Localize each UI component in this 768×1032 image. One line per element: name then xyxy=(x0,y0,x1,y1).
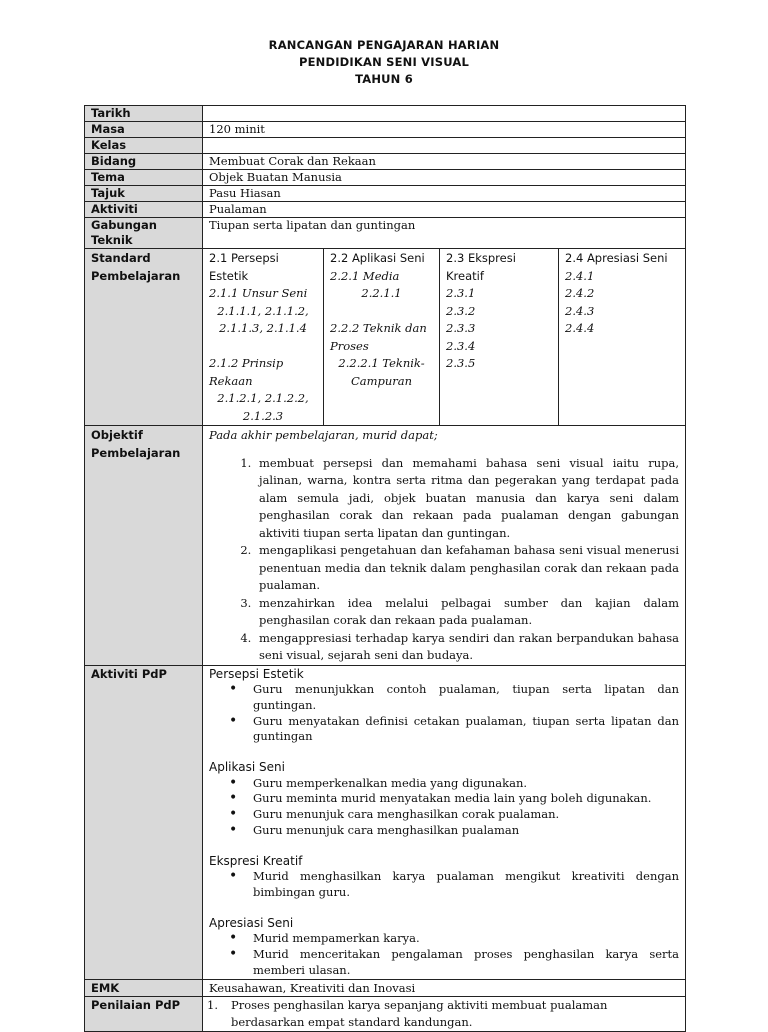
list-item: 3. menzahirkan idea melalui pelbagai sumber dan kajian dalam penghasilan corak dan rekaan pada pualaman. xyxy=(255,595,679,630)
standard-col-title: 2.1 Persepsi Estetik xyxy=(209,251,279,283)
standard-item: 2.1.1 Unsur Seni xyxy=(209,286,308,300)
header-year: TAHUN 6 xyxy=(355,72,413,86)
penilaian-row xyxy=(85,996,686,1031)
emk-value: Keusahawan, Kreativiti dan Inovasi xyxy=(203,979,686,996)
aktiviti-content xyxy=(203,665,686,979)
penilaian-text: Proses penghasilan karya sepanjang aktiviti membuat pualaman berdasarkan empat standard kandungan. xyxy=(231,997,608,1029)
standard-item: 2.4.4 xyxy=(565,321,595,335)
objektif-label: Objektif Pembelajaran xyxy=(85,426,203,666)
info-row-tarikh xyxy=(85,106,686,122)
info-value: Objek Buatan Manusia xyxy=(203,170,686,186)
info-label: Tarikh xyxy=(85,106,203,122)
info-label: Gabungan Teknik xyxy=(85,218,203,249)
standard-label: Standard Pembelajaran xyxy=(85,249,203,426)
standard-item: 2.2.2.1 Teknik- xyxy=(338,356,425,370)
header-subject: PENDIDIKAN SENI VISUAL xyxy=(298,55,470,69)
info-label: Masa xyxy=(85,122,203,138)
standard-item: Rekaan xyxy=(209,373,253,388)
info-value xyxy=(203,138,686,154)
standard-col-title: 2.3 Ekspresi Kreatif xyxy=(446,251,516,283)
info-label: Aktiviti xyxy=(85,202,203,218)
info-row-kelas xyxy=(85,138,686,154)
standard-item: 2.4.2 xyxy=(565,286,595,300)
objektif-intro: Pada akhir pembelajaran, murid dapat; xyxy=(209,428,438,442)
penilaian-label: Penilaian PdP xyxy=(85,996,203,1031)
standard-item: 2.4.1 xyxy=(565,268,595,283)
standard-col-title: 2.2 Aplikasi Seni xyxy=(330,251,425,265)
standard-row xyxy=(85,249,686,426)
list-item: • Murid menghasilkan karya pualaman mengikut kreativiti dengan bimbingan guru. xyxy=(253,869,679,901)
standard-item: 2.3.2 xyxy=(446,303,476,318)
info-row-bidang xyxy=(85,154,686,170)
list-item: • Murid menceritakan pengalaman proses penghasilan karya serta memberi ulasan. xyxy=(253,947,679,979)
standard-col-persepsi xyxy=(203,249,324,426)
standard-item: 2.3.3 xyxy=(446,321,476,335)
info-row-tajuk xyxy=(85,186,686,202)
standard-item: 2.1.1.3, 2.1.1.4 xyxy=(219,321,307,335)
standard-item: 2.2.2 Teknik dan xyxy=(330,321,427,335)
main-table xyxy=(84,248,686,1032)
section-title-ekspresi: Ekspresi Kreatif xyxy=(209,853,303,868)
objektif-list xyxy=(209,455,679,665)
section-title-persepsi: Persepsi Estetik xyxy=(209,666,304,681)
emk-row xyxy=(85,979,686,996)
standard-item: 2.1.2.3 xyxy=(242,408,284,423)
standard-item: 2.3.5 xyxy=(446,356,476,370)
list-item: • Guru menunjuk cara menghasilkan corak pualaman. xyxy=(253,807,679,823)
list-item: • Guru menunjukkan contoh pualaman, tiupan serta lipatan dan guntingan. xyxy=(253,682,679,714)
info-row-tema xyxy=(85,170,686,186)
objektif-content xyxy=(203,426,686,666)
info-label: Tema xyxy=(85,170,203,186)
info-row-masa xyxy=(85,122,686,138)
list-item: • Guru memperkenalkan media yang digunakan. xyxy=(253,776,679,792)
info-value: Pasu Hiasan xyxy=(203,186,686,202)
list-item: 2. mengaplikasi pengetahuan dan kefahaman bahasa seni visual menerusi penentuan media dan teknik dalam penghasilan corak dan rekaan pada pualaman. xyxy=(255,542,679,595)
penilaian-content xyxy=(203,996,686,1031)
standard-col-ekspresi xyxy=(440,249,559,426)
standard-item: 2.1.2 Prinsip xyxy=(209,356,284,370)
ekspresi-list xyxy=(209,869,679,901)
info-value: 120 minit xyxy=(203,122,686,138)
standard-item: 2.3.4 xyxy=(446,338,476,353)
list-item: • Murid mempamerkan karya. xyxy=(253,931,679,947)
list-item: 4. mengappresiasi terhadap karya sendiri dan rakan berpandukan bahasa seni visual, sejarah seni dan budaya. xyxy=(255,630,679,665)
penilaian-number: 1. xyxy=(207,997,218,1012)
standard-item: 2.2.1.1 xyxy=(361,286,402,300)
info-label: Bidang xyxy=(85,154,203,170)
info-value: Pualaman xyxy=(203,202,686,218)
info-row-aktiviti xyxy=(85,202,686,218)
section-title-apresiasi: Apresiasi Seni xyxy=(209,915,294,930)
standard-item: Proses xyxy=(330,338,369,353)
info-label: Kelas xyxy=(85,138,203,154)
aplikasi-list xyxy=(209,776,679,839)
emk-label: EMK xyxy=(85,979,203,996)
list-item: • Guru menunjuk cara menghasilkan pualaman xyxy=(253,823,679,839)
info-label: Tajuk xyxy=(85,186,203,202)
standard-col-apresiasi xyxy=(559,249,686,426)
standard-col-aplikasi xyxy=(324,249,440,426)
aktiviti-label: Aktiviti PdP xyxy=(85,665,203,979)
standard-item: 2.1.1.1, 2.1.1.2, xyxy=(217,303,309,318)
standard-item: 2.2.1 Media xyxy=(330,268,400,283)
list-item: • Guru meminta murid menyatakan media lain yang boleh digunakan. xyxy=(253,791,679,807)
persepsi-list xyxy=(209,682,679,745)
objektif-row xyxy=(85,426,686,666)
apresiasi-list xyxy=(209,931,679,978)
info-row-gabungan xyxy=(85,218,686,249)
standard-item: 2.3.1 xyxy=(446,286,476,300)
info-value xyxy=(203,106,686,122)
standard-col-title: 2.4 Apresiasi Seni xyxy=(565,251,668,265)
standard-item: 2.4.3 xyxy=(565,303,595,318)
header-title: RANCANGAN PENGAJARAN HARIAN xyxy=(268,38,500,52)
standard-item: Campuran xyxy=(350,373,413,388)
info-value: Tiupan serta lipatan dan guntingan xyxy=(203,218,686,249)
list-item: 1. membuat persepsi dan memahami bahasa seni visual iaitu rupa, jalinan, warna, kontra serta ritma dan pegerakan yang terdapat pada alam semula jadi, objek buatan manusia dan karya seni dalam penghasilan corak dan rekaan pada pualaman dengan gabungan aktiviti tiupan serta lipatan dan guntingan. xyxy=(255,455,679,543)
standard-item: 2.1.2.1, 2.1.2.2, xyxy=(217,391,309,405)
info-value: Membuat Corak dan Rekaan xyxy=(203,154,686,170)
list-item: • Guru menyatakan definisi cetakan pualaman, tiupan serta lipatan dan guntingan xyxy=(253,714,679,746)
info-table xyxy=(84,105,686,249)
aktiviti-row xyxy=(85,665,686,979)
section-title-aplikasi: Aplikasi Seni xyxy=(209,760,285,775)
